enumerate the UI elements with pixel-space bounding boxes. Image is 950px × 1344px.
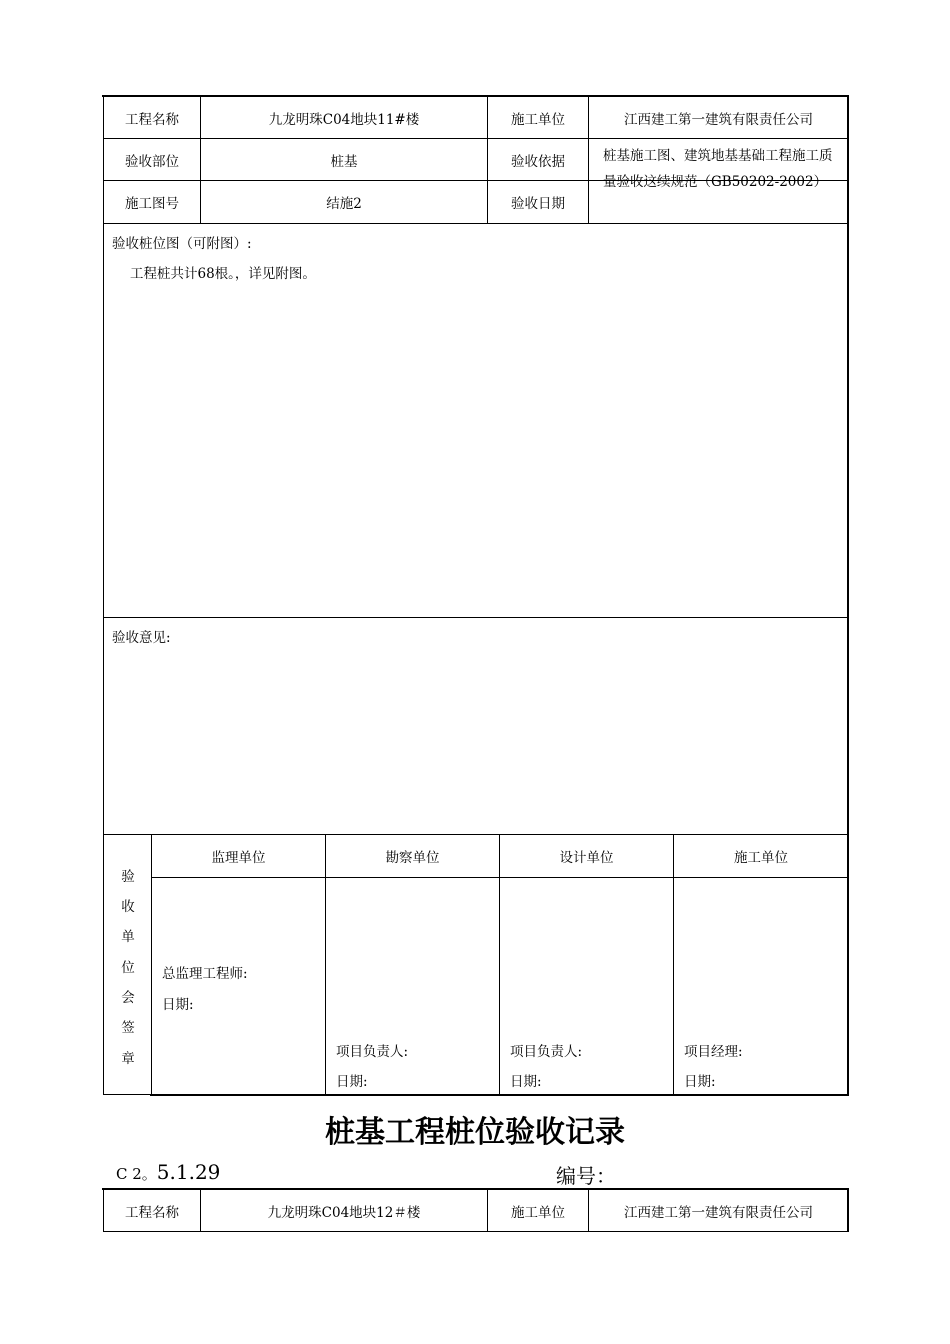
sign-table [151, 834, 849, 1096]
table-top-border [102, 95, 849, 97]
survey-sign-cell [326, 878, 500, 1096]
survey-date-label: 日期: [336, 1074, 368, 1090]
opinion-label: 验收意见: [112, 630, 171, 646]
construction-unit-header: 施工单位 [674, 835, 849, 878]
inspection-date-label: 验收日期 [488, 181, 589, 224]
project-name-label: 工程名称 [104, 97, 201, 139]
inspection-basis-value: 桩基施工图、建筑地基基础工程施工质量验收这续规范（GB50202-2002） [589, 139, 849, 181]
chief-supervisor-label: 总监理工程师: [162, 966, 248, 982]
contractor-value-2: 江西建工第一建筑有限责任公司 [589, 1190, 849, 1232]
record-title: 桩基工程桩位验收记录 [325, 1115, 625, 1150]
drawing-no-label: 施工图号 [104, 181, 201, 224]
contractor-label-2: 施工单位 [488, 1190, 589, 1232]
drawing-no-value: 结施2 [201, 181, 488, 224]
project-name-value: 九龙明珠C04地块11#楼 [201, 97, 488, 139]
survey-unit-header: 勘察单位 [326, 835, 500, 878]
design-date-label: 日期: [510, 1074, 542, 1090]
signature-section [103, 834, 848, 1095]
record1-info-table [103, 96, 849, 224]
pile-plan-label: 验收桩位图（可附图）: [112, 236, 252, 252]
opinion-section [103, 617, 848, 835]
table-bottom-border [150, 1094, 849, 1096]
supervision-unit-header: 监理单位 [152, 835, 326, 878]
pile-plan-section [103, 223, 848, 618]
project-name-label-2: 工程名称 [104, 1190, 201, 1232]
project-manager-label: 项目经理: [684, 1044, 743, 1060]
design-unit-header: 设计单位 [500, 835, 674, 878]
form-code-prefix: C 2。 [116, 1165, 157, 1183]
form-code-number: 5.1.29 [156, 1160, 221, 1184]
project-name-value-2: 九龙明珠C04地块12＃楼 [201, 1190, 488, 1232]
contractor-label: 施工单位 [488, 97, 589, 139]
contractor-value: 江西建工第一建筑有限责任公司 [589, 97, 849, 139]
survey-person-label: 项目负责人: [336, 1044, 409, 1060]
design-person-label: 项目负责人: [510, 1044, 583, 1060]
supervision-date-label: 日期: [162, 997, 194, 1013]
table2-top-border [102, 1188, 849, 1190]
record2-info-table [103, 1189, 849, 1232]
design-sign-cell [500, 878, 674, 1096]
construction-sign-cell [674, 878, 849, 1096]
table-right-border [847, 95, 849, 1096]
inspection-part-value: 桩基 [201, 139, 488, 181]
form-code [116, 1160, 220, 1184]
supervision-sign-cell [152, 878, 326, 1096]
sign-vertical-label: 验 收 单 位 会 签 章 [121, 869, 135, 1067]
construction-date-label: 日期: [684, 1074, 716, 1090]
table2-right-border [847, 1188, 849, 1232]
pile-plan-text: 工程桩共计68根。，详见附图。 [130, 266, 316, 282]
inspection-part-label: 验收部位 [104, 139, 201, 181]
inspection-basis-label: 验收依据 [488, 139, 589, 181]
serial-label: 编号： [556, 1164, 616, 1188]
